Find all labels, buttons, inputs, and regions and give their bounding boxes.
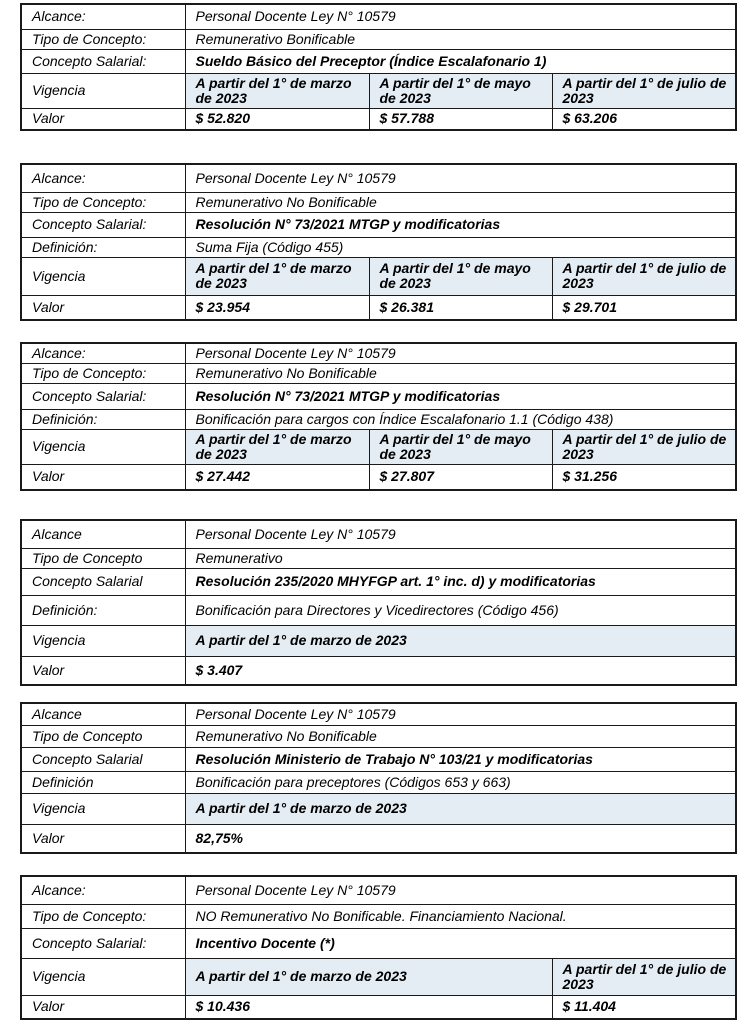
valor-1: $ 27.442 [185,464,369,490]
row-alcance [21,703,736,725]
vigencia-1: A partir del 1° de marzo de 2023 [185,625,736,656]
salary-table-1 [20,3,737,131]
row-concepto [21,212,736,237]
valor-3: $ 63.206 [552,108,736,130]
definicion-value: Bonificación para cargos con Índice Escalafonario 1.1 (Código 438) [185,409,736,429]
tipo-label: Tipo de Concepto [21,548,185,568]
definicion-label: Definición: [21,595,185,625]
tipo-value: NO Remunerativo No Bonificable. Financiamiento Nacional. [185,904,736,928]
valor-label: Valor [21,824,185,853]
concepto-label: Concepto Salarial: [21,383,185,409]
row-valor [21,995,736,1019]
valor-3: $ 31.256 [552,464,736,490]
vigencia-label: Vigencia [21,257,185,295]
alcance-value: Personal Docente Ley N° 10579 [185,4,736,29]
vigencia-label: Vigencia [21,625,185,656]
vigencia-1: A partir del 1° de marzo de 2023 [185,73,369,108]
salary-table-5 [20,702,737,854]
row-tipo [21,363,736,383]
row-vigencia [21,429,736,464]
definicion-label: Definición [21,771,185,793]
salary-table-4 [20,519,737,686]
vigencia-1: A partir del 1° de marzo de 2023 [185,793,736,824]
tipo-value: Remunerativo No Bonificable [185,192,736,212]
concepto-label: Concepto Salarial: [21,928,185,958]
row-vigencia [21,625,736,656]
alcance-value: Personal Docente Ley N° 10579 [185,520,736,548]
valor-label: Valor [21,995,185,1019]
alcance-value: Personal Docente Ley N° 10579 [185,164,736,192]
valor-1: $ 3.407 [185,656,736,685]
vigencia-2: A partir del 1° de mayo de 2023 [369,257,552,295]
row-tipo [21,725,736,747]
valor-label: Valor [21,295,185,320]
alcance-value: Personal Docente Ley N° 10579 [185,876,736,904]
vigencia-1: A partir del 1° de marzo de 2023 [185,429,369,464]
tipo-value: Remunerativo No Bonificable [185,725,736,747]
row-alcance [21,520,736,548]
valor-2: $ 11.404 [552,995,736,1019]
vigencia-3: A partir del 1° de julio de 2023 [552,73,736,108]
row-tipo [21,29,736,49]
definicion-label: Definición: [21,409,185,429]
vigencia-2: A partir del 1° de mayo de 2023 [369,73,552,108]
concepto-label: Concepto Salarial [21,568,185,595]
row-valor [21,656,736,685]
vigencia-label: Vigencia [21,958,185,995]
tipo-label: Tipo de Concepto: [21,904,185,928]
definicion-value: Suma Fija (Código 455) [185,237,736,257]
row-valor [21,464,736,490]
valor-3: $ 29.701 [552,295,736,320]
valor-1: 82,75% [185,824,736,853]
row-vigencia [21,73,736,108]
concepto-label: Concepto Salarial: [21,212,185,237]
alcance-label: Alcance [21,703,185,725]
valor-1: $ 10.436 [185,995,552,1019]
vigencia-2: A partir del 1° de julio de 2023 [552,958,736,995]
vigencia-3: A partir del 1° de julio de 2023 [552,429,736,464]
concepto-value: Resolución N° 73/2021 MTGP y modificatorias [185,383,736,409]
concepto-value: Resolución Ministerio de Trabajo N° 103/21 y modificatorias [185,747,736,771]
vigencia-label: Vigencia [21,793,185,824]
row-concepto [21,928,736,958]
alcance-label: Alcance: [21,4,185,29]
definicion-value: Bonificación para Directores y Vicedirectores (Código 456) [185,595,736,625]
row-valor [21,295,736,320]
row-alcance [21,343,736,363]
alcance-label: Alcance: [21,343,185,363]
row-concepto [21,49,736,73]
vigencia-1: A partir del 1° de marzo de 2023 [185,257,369,295]
row-vigencia [21,793,736,824]
row-alcance [21,4,736,29]
salary-table-2 [20,163,737,321]
row-definicion [21,237,736,257]
definicion-label: Definición: [21,237,185,257]
salary-table-3 [20,342,737,491]
concepto-value: Sueldo Básico del Preceptor (Índice Escalafonario 1) [185,49,736,73]
alcance-value: Personal Docente Ley N° 10579 [185,703,736,725]
row-concepto [21,568,736,595]
row-tipo [21,192,736,212]
tipo-label: Tipo de Concepto [21,725,185,747]
valor-label: Valor [21,464,185,490]
salary-table-6 [20,875,737,1020]
row-vigencia [21,958,736,995]
row-alcance [21,876,736,904]
valor-2: $ 26.381 [369,295,552,320]
row-definicion [21,409,736,429]
row-vigencia [21,257,736,295]
alcance-label: Alcance: [21,876,185,904]
tipo-label: Tipo de Concepto: [21,29,185,49]
vigencia-label: Vigencia [21,429,185,464]
row-concepto [21,747,736,771]
row-tipo [21,548,736,568]
valor-1: $ 52.820 [185,108,369,130]
concepto-label: Concepto Salarial: [21,49,185,73]
valor-2: $ 57.788 [369,108,552,130]
tipo-value: Remunerativo No Bonificable [185,363,736,383]
concepto-label: Concepto Salarial [21,747,185,771]
definicion-value: Bonificación para preceptores (Códigos 653 y 663) [185,771,736,793]
row-alcance [21,164,736,192]
row-tipo [21,904,736,928]
vigencia-3: A partir del 1° de julio de 2023 [552,257,736,295]
tipo-value: Remunerativo Bonificable [185,29,736,49]
vigencia-label: Vigencia [21,73,185,108]
row-definicion [21,771,736,793]
row-concepto [21,383,736,409]
tipo-value: Remunerativo [185,548,736,568]
alcance-value: Personal Docente Ley N° 10579 [185,343,736,363]
row-definicion [21,595,736,625]
valor-2: $ 27.807 [369,464,552,490]
vigencia-2: A partir del 1° de mayo de 2023 [369,429,552,464]
alcance-label: Alcance: [21,164,185,192]
alcance-label: Alcance [21,520,185,548]
row-valor [21,108,736,130]
valor-1: $ 23.954 [185,295,369,320]
tipo-label: Tipo de Concepto: [21,192,185,212]
tipo-label: Tipo de Concepto: [21,363,185,383]
concepto-value: Resolución 235/2020 MHYFGP art. 1° inc. d) y modificatorias [185,568,736,595]
row-valor [21,824,736,853]
valor-label: Valor [21,108,185,130]
vigencia-1: A partir del 1° de marzo de 2023 [185,958,552,995]
valor-label: Valor [21,656,185,685]
concepto-value: Resolución N° 73/2021 MTGP y modificatorias [185,212,736,237]
concepto-value: Incentivo Docente (*) [185,928,736,958]
